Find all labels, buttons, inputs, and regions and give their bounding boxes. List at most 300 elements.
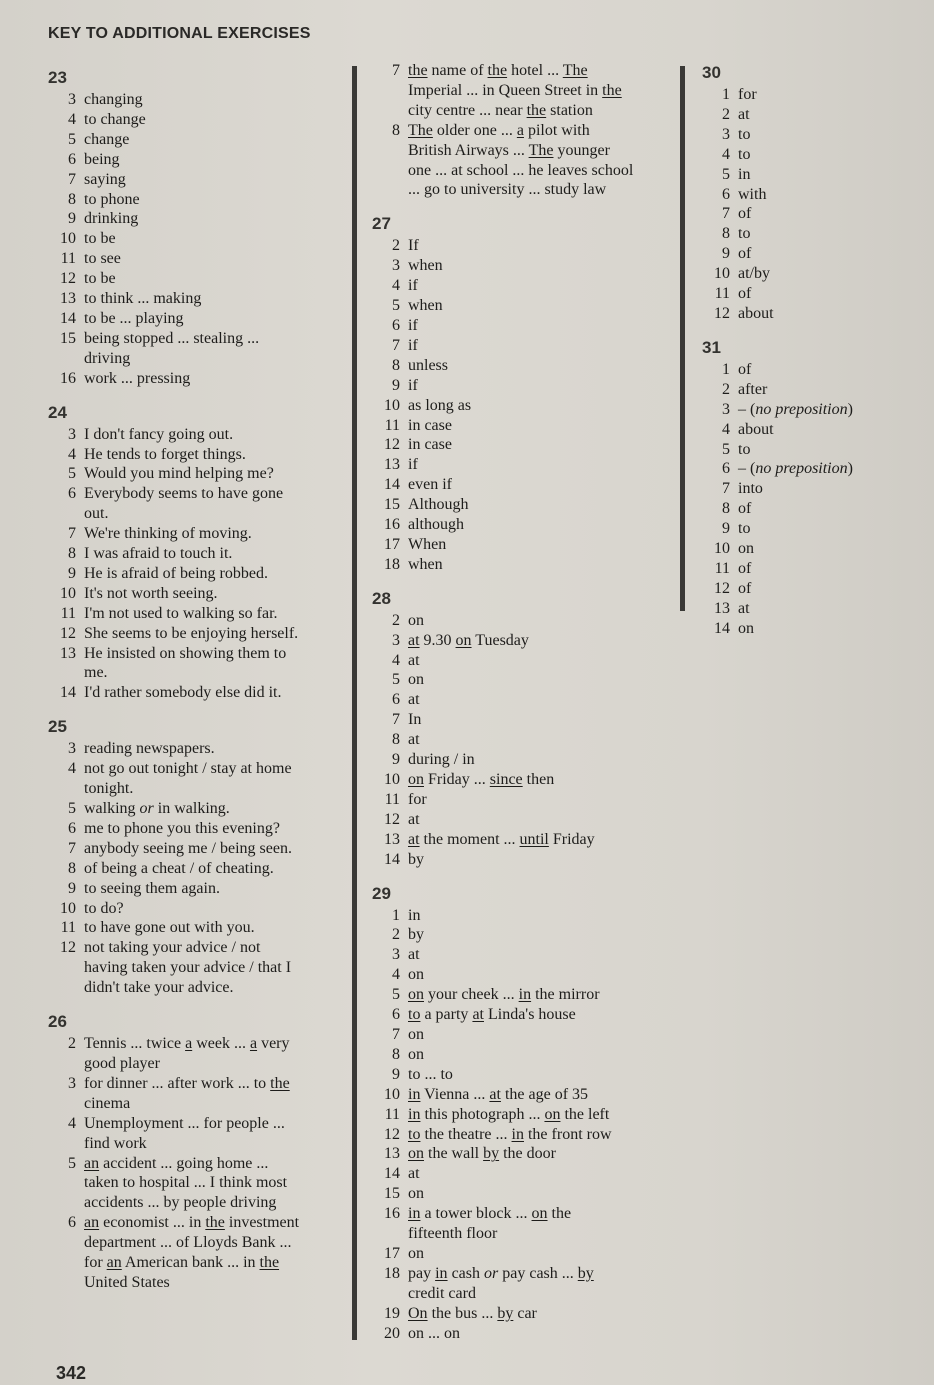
- answer-item: [48, 190, 348, 210]
- answer-number: 12: [714, 579, 730, 597]
- answer-item: [372, 61, 672, 121]
- answer-number: 1: [722, 86, 730, 103]
- answer-text: to seeing them again.: [84, 879, 220, 897]
- answer-text: if: [408, 376, 418, 394]
- answer-text: being stopped ... stealing ... driving: [84, 329, 260, 367]
- answer-number: 17: [384, 1244, 400, 1262]
- answer-item: [702, 380, 902, 400]
- answer-text: I'm not used to walking so far.: [84, 604, 278, 622]
- answer-item: [48, 819, 348, 839]
- column-3: [702, 59, 902, 639]
- answer-item: [48, 445, 348, 465]
- answer-text: to think ... making: [84, 290, 202, 308]
- answer-item: [372, 1085, 672, 1105]
- answer-item: [702, 85, 902, 105]
- answer-text: on: [408, 1244, 424, 1262]
- answer-number: 15: [60, 329, 76, 347]
- exercise-number: 29: [372, 883, 391, 903]
- answer-item: [372, 475, 672, 495]
- answer-item: [48, 269, 348, 289]
- answer-number: 14: [60, 309, 76, 327]
- answer-number: 9: [722, 520, 730, 538]
- answer-text: as long as: [408, 396, 472, 414]
- answer-item: [48, 130, 348, 150]
- answer-item: [372, 1244, 672, 1264]
- answer-text: at/by: [738, 265, 770, 283]
- answer-item: [48, 1114, 348, 1154]
- answer-item: [48, 329, 348, 369]
- answer-text: to be: [84, 270, 116, 288]
- answer-number: 10: [384, 1085, 400, 1103]
- answer-number: 11: [384, 1105, 400, 1123]
- exercise-number: 23: [48, 68, 67, 87]
- answer-number: 11: [60, 604, 76, 622]
- answer-number: 7: [392, 62, 400, 79]
- answer-item: [48, 484, 348, 524]
- exercise-number: 24: [48, 402, 67, 422]
- answer-text: in: [408, 906, 421, 924]
- answer-text: of: [738, 245, 752, 263]
- column-1: [48, 64, 348, 1293]
- answer-number: 3: [722, 125, 730, 143]
- answer-text: on: [408, 611, 424, 629]
- answer-item: [702, 105, 902, 125]
- answer-number: 5: [722, 440, 730, 458]
- answer-text: about: [738, 420, 774, 438]
- answer-item: [372, 236, 672, 256]
- answer-item: [372, 396, 672, 416]
- answer-number: 12: [384, 1125, 400, 1143]
- answer-item: [702, 204, 902, 224]
- answer-item: [372, 1025, 672, 1045]
- answer-text: at: [408, 691, 420, 709]
- exercise-number: 25: [48, 717, 67, 737]
- answer-number: 5: [68, 465, 76, 483]
- answer-text: on: [738, 619, 754, 637]
- answer-number: 3: [68, 740, 76, 758]
- answer-text: She seems to be enjoying herself.: [84, 624, 299, 642]
- answer-text: not go out tonight / stay at home tonight.: [84, 760, 292, 798]
- answer-text: when: [408, 297, 443, 315]
- answer-item: [372, 611, 672, 631]
- answer-text: if: [408, 336, 418, 354]
- answer-item: [702, 519, 902, 539]
- answer-number: 5: [68, 1154, 76, 1172]
- answer-text: saying: [84, 170, 126, 188]
- answer-number: 7: [722, 480, 730, 498]
- answer-item: [372, 651, 672, 671]
- answer-item: [372, 1125, 672, 1145]
- answer-text: changing: [84, 91, 143, 108]
- answer-item: [702, 224, 902, 244]
- answer-number: 12: [384, 810, 400, 828]
- answer-number: 4: [722, 420, 730, 438]
- answer-item: [48, 425, 348, 445]
- answer-number: 20: [384, 1324, 400, 1342]
- answer-item: [372, 830, 672, 850]
- answer-number: 5: [722, 165, 730, 183]
- answer-item: [372, 435, 672, 455]
- answer-text: at 9.30 on Tuesday: [408, 631, 529, 649]
- answer-text: to: [738, 125, 751, 143]
- answer-number: 7: [68, 525, 76, 543]
- answer-number: 11: [384, 416, 400, 434]
- answer-text: of being a cheat / of cheating.: [84, 859, 274, 877]
- answer-text: to: [738, 145, 751, 163]
- answer-number: 3: [68, 91, 76, 108]
- answer-item: [372, 750, 672, 770]
- answer-number: 5: [392, 986, 400, 1004]
- answer-number: 12: [60, 270, 76, 288]
- answer-text: to be: [84, 230, 116, 248]
- answer-text: to ... to: [408, 1065, 453, 1083]
- answer-number: 3: [68, 1074, 76, 1092]
- answer-text: on ... on: [408, 1324, 460, 1342]
- answer-item: [372, 925, 672, 945]
- answer-item: [372, 1105, 672, 1125]
- answer-item: [48, 464, 348, 484]
- answer-item: [702, 459, 902, 479]
- answer-text: being: [84, 150, 120, 168]
- answer-item: [48, 524, 348, 544]
- exercise-number: 30: [702, 63, 721, 82]
- answer-text: an accident ... going home ... taken to hospital ... I think most accidents ... by people driving: [84, 1154, 288, 1212]
- answer-number: 14: [714, 619, 730, 637]
- answer-item: [702, 125, 902, 145]
- answer-item: [702, 284, 902, 304]
- answer-item: [372, 906, 672, 926]
- answer-text: to a party at Linda's house: [408, 1006, 576, 1024]
- answer-number: 10: [714, 265, 730, 283]
- answer-item: [372, 1184, 672, 1204]
- exercise-section: [372, 61, 672, 200]
- answer-item: [702, 499, 902, 519]
- answer-text: to the theatre ... in the front row: [408, 1125, 612, 1143]
- answer-item: [48, 624, 348, 644]
- answer-number: 6: [392, 316, 400, 334]
- answer-text: not taking your advice / not having taken your advice / that I didn't take your advice.: [84, 939, 292, 997]
- column-2: [372, 61, 672, 1343]
- answer-item: [372, 770, 672, 790]
- answer-item: [702, 599, 902, 619]
- answer-item: [48, 544, 348, 564]
- answer-text: to phone: [84, 190, 140, 208]
- answer-text: when: [408, 555, 443, 573]
- answer-number: 13: [60, 644, 76, 662]
- answer-text: with: [738, 185, 767, 203]
- answer-item: [48, 644, 348, 684]
- answer-text: in this photograph ... on the left: [408, 1105, 610, 1123]
- answer-item: [372, 670, 672, 690]
- answer-number: 8: [722, 225, 730, 243]
- answer-item: [702, 619, 902, 639]
- answer-item: [372, 790, 672, 810]
- answer-item: [48, 683, 348, 703]
- answer-item: [48, 739, 348, 759]
- answer-number: 6: [392, 1006, 400, 1024]
- answer-item: [48, 229, 348, 249]
- answer-item: [48, 150, 348, 170]
- answer-item: [372, 356, 672, 376]
- answer-number: 5: [68, 130, 76, 148]
- answer-number: 18: [384, 555, 400, 573]
- answer-item: [48, 1034, 348, 1074]
- page-header: KEY TO ADDITIONAL EXERCISES: [48, 25, 311, 42]
- answer-item: [372, 1164, 672, 1184]
- answer-text: at: [738, 105, 750, 123]
- answer-number: 18: [384, 1264, 400, 1282]
- answer-item: [372, 1045, 672, 1065]
- answer-text: in: [738, 165, 751, 183]
- answer-text: to: [738, 440, 751, 458]
- answer-item: [372, 1204, 672, 1244]
- answer-text: to have gone out with you.: [84, 919, 255, 937]
- answer-text: at the moment ... until Friday: [408, 830, 595, 848]
- answer-item: [702, 559, 902, 579]
- answer-item: [702, 244, 902, 264]
- answer-item: [48, 309, 348, 329]
- answer-text: unless: [408, 356, 448, 374]
- answer-text: in Vienna ... at the age of 35: [408, 1085, 589, 1103]
- answer-item: [372, 1264, 672, 1304]
- answer-number: 2: [392, 926, 400, 944]
- answer-item: [702, 360, 902, 380]
- answer-item: [372, 121, 672, 201]
- answer-item: [702, 420, 902, 440]
- answer-text: Although: [408, 496, 469, 514]
- answer-item: [372, 515, 672, 535]
- answer-text: after: [738, 380, 768, 398]
- answer-item: [48, 1074, 348, 1114]
- answer-number: 17: [384, 535, 400, 553]
- answer-number: 15: [384, 1185, 400, 1203]
- answer-text: at: [408, 651, 420, 669]
- answer-text: at: [408, 946, 420, 964]
- answer-item: [48, 859, 348, 879]
- exercise-number: 26: [48, 1012, 67, 1032]
- answer-text: to see: [84, 250, 121, 268]
- exercise-section: [702, 334, 902, 639]
- answer-text: on your cheek ... in the mirror: [408, 986, 600, 1004]
- answer-item: [372, 810, 672, 830]
- answer-number: 10: [714, 540, 730, 558]
- exercise-section: [48, 713, 348, 998]
- answer-number: 4: [68, 1114, 76, 1132]
- answer-text: of: [738, 360, 752, 378]
- answer-number: 13: [384, 1145, 400, 1163]
- answer-number: 8: [392, 356, 400, 374]
- answer-text: He tends to forget things.: [84, 445, 246, 463]
- answer-text: work ... pressing: [84, 369, 191, 387]
- answer-text: if: [408, 277, 418, 295]
- answer-text: reading newspapers.: [84, 740, 215, 758]
- answer-item: [372, 455, 672, 475]
- answer-text: in case: [408, 416, 452, 434]
- answer-number: 10: [384, 771, 400, 788]
- exercise-section: [48, 64, 348, 389]
- answer-text: anybody seeing me / being seen.: [84, 839, 292, 857]
- answer-item: [702, 185, 902, 205]
- answer-number: 8: [392, 731, 400, 749]
- answer-text: on the wall by the door: [408, 1145, 556, 1163]
- answer-number: 9: [68, 879, 76, 897]
- answer-number: 11: [714, 285, 730, 303]
- answer-number: 8: [68, 859, 76, 877]
- answer-item: [372, 1144, 672, 1164]
- answer-number: 6: [68, 819, 76, 837]
- answer-number: 4: [392, 651, 400, 669]
- answer-text: by: [408, 850, 424, 868]
- answer-text: Would you mind helping me?: [84, 465, 274, 483]
- answer-text: I'd rather somebody else did it.: [84, 684, 282, 702]
- answer-item: [48, 170, 348, 190]
- answer-number: 10: [60, 899, 76, 917]
- answer-item: [372, 1065, 672, 1085]
- answer-text: at: [408, 810, 420, 828]
- answer-number: 3: [722, 400, 730, 418]
- answer-item: [372, 336, 672, 356]
- answer-number: 8: [722, 500, 730, 518]
- answer-text: of: [738, 559, 752, 577]
- answer-number: 2: [392, 611, 400, 629]
- answer-number: 10: [384, 396, 400, 414]
- answer-number: 12: [60, 939, 76, 957]
- answer-text: On the bus ... by car: [408, 1304, 537, 1322]
- answer-number: 8: [68, 190, 76, 208]
- answer-text: We're thinking of moving.: [84, 525, 252, 543]
- answer-text: on: [408, 1045, 424, 1063]
- answer-text: on: [738, 540, 754, 558]
- answer-number: 14: [384, 850, 400, 868]
- answer-text: walking or in walking.: [84, 800, 230, 817]
- exercise-section: [48, 1008, 348, 1293]
- answer-item: [48, 209, 348, 229]
- answer-number: 2: [722, 105, 730, 123]
- answer-number: 8: [68, 545, 76, 563]
- answer-number: 13: [714, 599, 730, 617]
- answer-item: [372, 1304, 672, 1324]
- answer-text: during / in: [408, 751, 475, 769]
- answer-number: 14: [384, 476, 400, 494]
- column-divider: [352, 66, 357, 1340]
- answer-text: I was afraid to touch it.: [84, 545, 233, 563]
- answer-text: for dinner ... after work ... to the cinema: [84, 1074, 290, 1112]
- answer-item: [372, 535, 672, 555]
- answer-text: pay in cash or pay cash ... by credit card: [408, 1264, 594, 1302]
- answer-item: [48, 918, 348, 938]
- answer-text: an economist ... in the investment department ... of Lloyds Bank ... for an American bank ... in the United States: [84, 1214, 300, 1291]
- answer-text: He insisted on showing them to me.: [84, 644, 287, 682]
- answer-number: 13: [384, 830, 400, 848]
- answer-number: 1: [392, 906, 400, 924]
- answer-number: 14: [384, 1165, 400, 1183]
- answer-number: 11: [60, 919, 76, 937]
- answer-number: 16: [60, 369, 76, 387]
- answer-number: 3: [68, 425, 76, 443]
- answer-number: 6: [68, 485, 76, 503]
- answer-text: Everybody seems to have gone out.: [84, 485, 284, 523]
- answer-number: 13: [384, 456, 400, 474]
- answer-text: on Friday ... since then: [408, 771, 555, 788]
- answer-number: 6: [68, 1214, 76, 1232]
- answer-number: 7: [722, 205, 730, 223]
- exercise-section: [372, 880, 672, 1344]
- exercise-section: [702, 59, 902, 324]
- answer-number: 3: [392, 257, 400, 275]
- answer-number: 4: [392, 277, 400, 295]
- answer-number: 2: [392, 237, 400, 255]
- answer-text: to do?: [84, 899, 124, 917]
- answer-number: 3: [392, 946, 400, 964]
- answer-text: if: [408, 456, 418, 474]
- answer-number: 12: [714, 304, 730, 322]
- exercise-section: [48, 399, 348, 704]
- answer-number: 10: [60, 584, 76, 602]
- answer-item: [48, 879, 348, 899]
- answer-item: [372, 965, 672, 985]
- answer-number: 12: [384, 436, 400, 454]
- exercise-number: 27: [372, 214, 391, 234]
- answer-number: 9: [722, 245, 730, 263]
- answer-item: [372, 296, 672, 316]
- answer-item: [372, 495, 672, 515]
- page-number: 342: [56, 1363, 87, 1383]
- answer-item: [702, 165, 902, 185]
- answer-item: [702, 579, 902, 599]
- answer-number: 16: [384, 1205, 400, 1223]
- answer-number: 9: [392, 376, 400, 394]
- answer-item: [48, 289, 348, 309]
- answer-item: [372, 1324, 672, 1344]
- answer-number: 5: [392, 671, 400, 689]
- answer-number: 1: [722, 360, 730, 378]
- answer-text: on: [408, 671, 424, 689]
- answer-text: Tennis ... twice a week ... a very good player: [84, 1035, 290, 1072]
- exercise-section: [372, 210, 672, 574]
- answer-text: of: [738, 500, 752, 518]
- answer-text: of: [738, 205, 752, 223]
- exercise-section: [372, 585, 672, 870]
- answer-number: 2: [68, 1035, 76, 1053]
- answer-item: [372, 376, 672, 396]
- answer-text: to: [738, 225, 751, 243]
- answer-text: me to phone you this evening?: [84, 819, 280, 837]
- answer-number: 9: [392, 1065, 400, 1083]
- answer-text: by: [408, 926, 424, 944]
- answer-text: at: [408, 1165, 420, 1183]
- answer-number: 11: [714, 559, 730, 577]
- answer-number: 4: [68, 445, 76, 463]
- answer-item: [372, 256, 672, 276]
- answer-text: at: [408, 731, 420, 749]
- answer-item: [372, 850, 672, 870]
- answer-text: about: [738, 304, 774, 322]
- answer-text: In: [408, 711, 422, 729]
- answer-text: for: [738, 86, 757, 103]
- answer-number: 9: [392, 751, 400, 769]
- answer-text: when: [408, 257, 443, 275]
- answer-number: 6: [722, 185, 730, 203]
- answer-number: 15: [384, 496, 400, 514]
- answer-text: – (no preposition): [738, 460, 853, 478]
- answer-item: [48, 899, 348, 919]
- answer-item: [702, 264, 902, 284]
- column-divider: [680, 66, 685, 611]
- exercise-number: 31: [702, 337, 721, 357]
- answer-item: [372, 730, 672, 750]
- answer-text: into: [738, 480, 763, 498]
- answer-text: of: [738, 579, 752, 597]
